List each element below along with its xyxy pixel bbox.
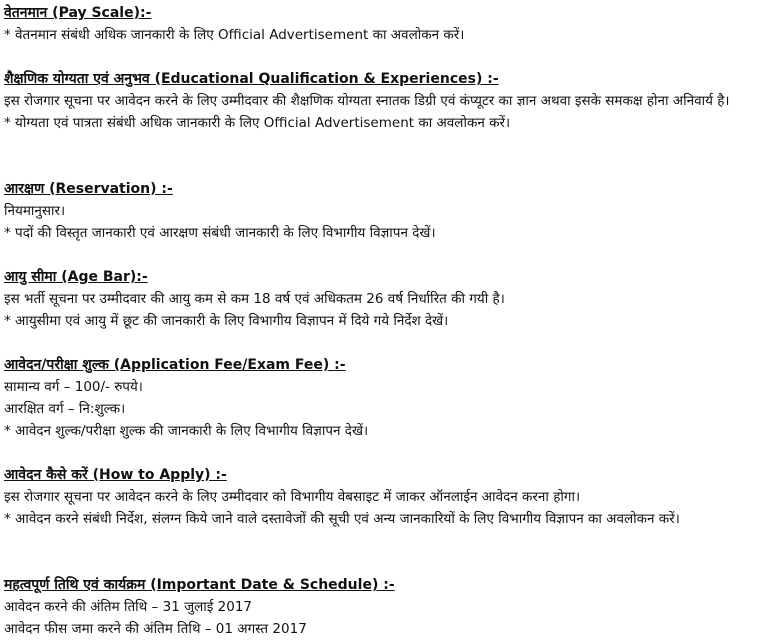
qualification-note: * योग्यता एवं पात्रता संबंधी अधिक जानकारी के लिए Official Advertisement का अवलोकन करें। [4,115,511,131]
how-to-apply-section [4,464,756,530]
qualification-paragraph: इस रोजगार सूचना पर आवेदन करने के लिए उम्मीदवार की शैक्षणिक योग्यता स्नातक डिग्री एवं कंप्यूटर का ज्ञान अथवा इसके समकक्ष होना अनिवार्य है। [4,93,730,109]
age-bar-line-1: इस भर्ती सूचना पर उम्मीदवार की आयु कम से कम 18 वर्ष एवं अधिकतम 26 वर्ष निर्धारित की गयी है। [4,291,505,307]
fee-section [4,354,368,442]
pay-scale-heading: वेतनमान (Pay Scale):- [4,5,152,21]
fee-reserved: आरक्षित वर्ग – नि:शुल्क। [4,401,126,417]
age-bar-section [4,266,505,332]
qualification-section [4,68,756,134]
how-to-apply-line-1: इस रोजगार सूचना पर आवेदन करने के लिए उम्मीदवार को विभागीय वेबसाइट में जाकर ऑनलाईन आवेदन करना होगा। [4,489,581,505]
fee-general: सामान्य वर्ग – 100/- रुपये। [4,379,143,395]
schedule-heading: महत्वपूर्ण तिथि एवं कार्यक्रम (Important Date & Schedule) :- [4,577,395,593]
how-to-apply-note: * आवेदन करने संबंधी निर्देश, संलग्न किये जाने वाले दस्तावेजों की सूची एवं अन्य जानकारियों के लिए विभागीय विज्ञापन का अवलोकन करें। [4,511,680,527]
qualification-heading: शैक्षणिक योग्यता एवं अनुभव (Educational Qualification & Experiences) :- [4,71,499,87]
schedule-last-date: आवेदन करने की अंतिम तिथि – 31 जुलाई 2017 [4,599,253,615]
pay-scale-note: * वेतनमान संबंधी अधिक जानकारी के लिए Official Advertisement का अवलोकन करें। [4,27,465,43]
pay-scale-section [4,2,464,46]
reservation-line-1: नियमानुसार। [4,203,66,219]
schedule-fee-date: आवेदन फीस जमा करने की अंतिम तिथि – 01 अगस्त 2017 [4,621,307,637]
reservation-note: * पदों की विस्तृत जानकारी एवं आरक्षण संबंधी जानकारी के लिए विभागीय विज्ञापन देखें। [4,225,436,241]
reservation-heading: आरक्षण (Reservation) :- [4,181,173,197]
reservation-section [4,178,436,244]
fee-note: * आवेदन शुल्क/परीक्षा शुल्क की जानकारी के लिए विभागीय विज्ञापन देखें। [4,423,369,439]
schedule-section [4,574,395,640]
how-to-apply-heading: आवेदन कैसे करें (How to Apply) :- [4,467,227,483]
fee-heading: आवेदन/परीक्षा शुल्क (Application Fee/Exam Fee) :- [4,357,346,373]
age-bar-heading: आयु सीमा (Age Bar):- [4,269,148,285]
age-bar-note: * आयुसीमा एवं आयु में छूट की जानकारी के लिए विभागीय विज्ञापन में दिये गये निर्देश देखें। [4,313,449,329]
